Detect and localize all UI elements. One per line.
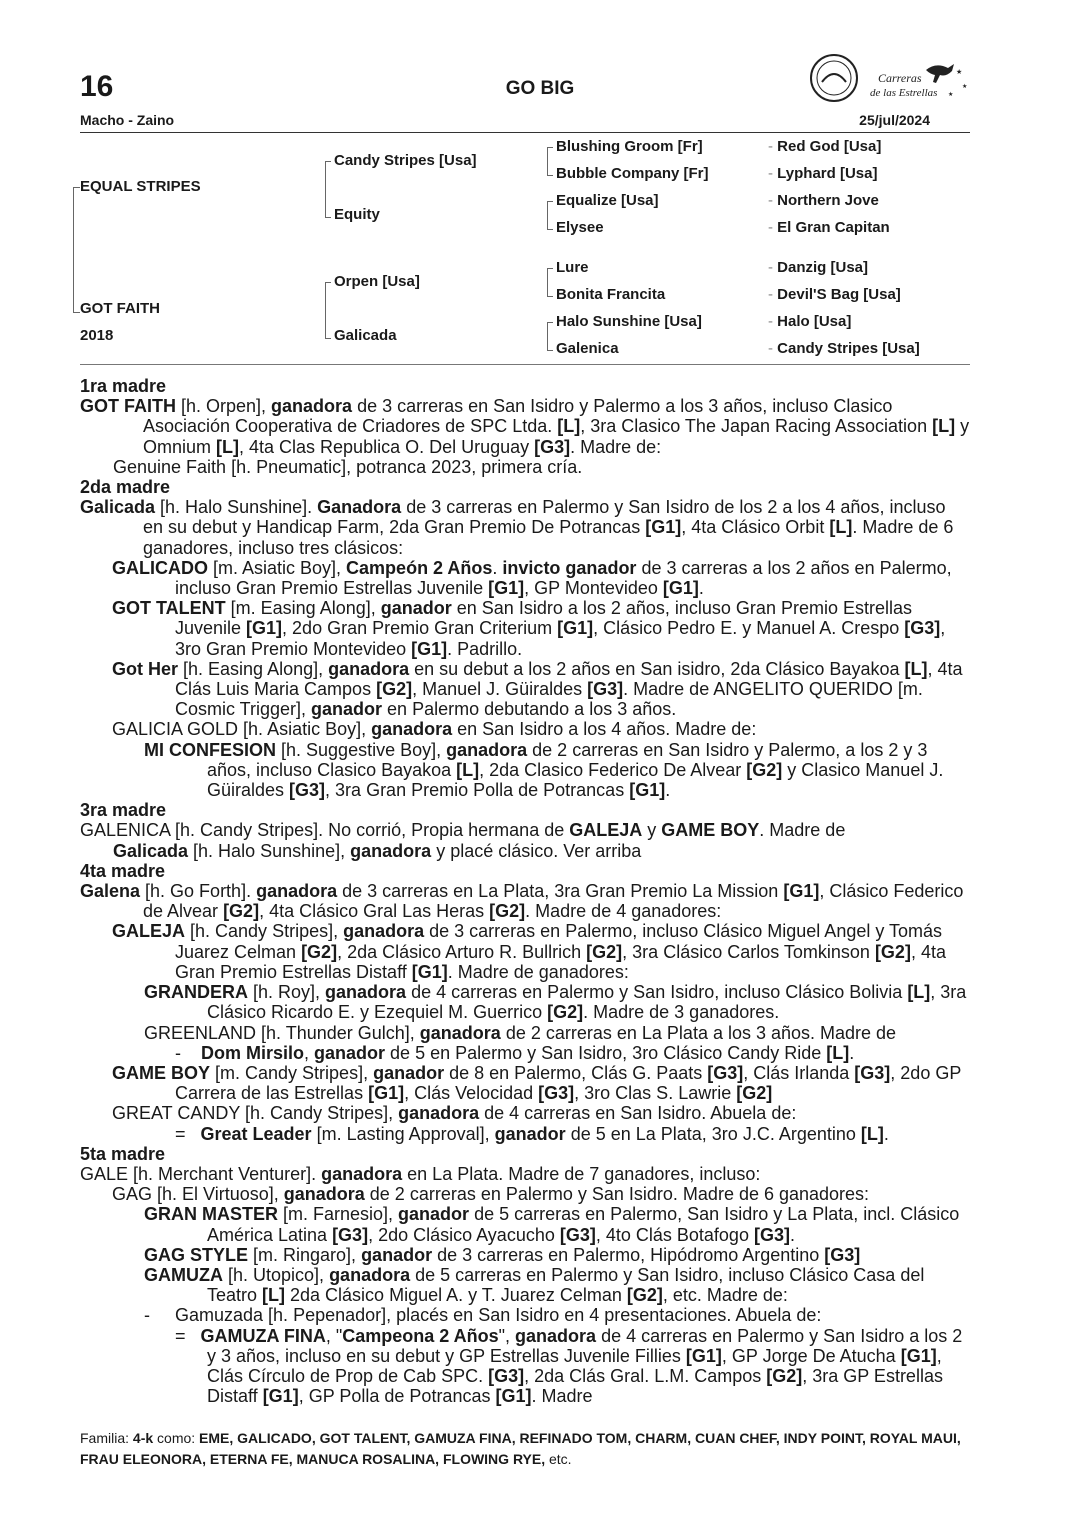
gen1-bracket — [73, 187, 80, 313]
produce-entry: Galicada [h. Halo Sunshine], ganadora y placé clásico. Ver arriba — [113, 840, 642, 861]
horse-name: GO BIG — [505, 78, 575, 99]
section-4ta-madre: 4ta madre — [80, 860, 166, 881]
produce-entry: GAME BOY [m. Candy Stripes], ganador de 8 en Palermo, Clás G. Paats [G3], Clás Irlanda [G3], 2do GP Carrera de las Estrellas [G1], Clás Velocidad [G3], 3ro Clas S. Lawrie [G2] — [112, 1062, 962, 1104]
produce-entry: = Great Leader [m. Lasting Approval], ganador de 5 en La Plata, 3ro J.C. Argentino [L]. — [175, 1123, 889, 1144]
section-1ra-madre: 1ra madre — [80, 376, 167, 396]
gen3-1: Blushing Groom [Fr] — [556, 138, 703, 155]
gen3-bracket-3 — [547, 268, 553, 297]
produce-record — [80, 376, 970, 1406]
fourth-dam-entry: Galena [h. Go Forth]. ganadora de 3 carreras en La Plata, 3ra Gran Premio La Mission [G1], Clásico Federico de Alvear [G2], 4ta Clásico Gral Las Heras [G2]. Madre de 4 ganadores: — [80, 881, 964, 922]
gen3-4: Elysee — [556, 219, 604, 236]
produce-entry: GREENLAND [h. Thunder Gulch], ganadora de 2 carreras en La Plata a los 3 años. Madre de — [144, 1022, 897, 1043]
svg-text:de las Estrellas: de las Estrellas — [870, 87, 938, 99]
header-rule — [80, 132, 970, 133]
produce-entry: GAG STYLE [m. Ringaro], ganador de 3 carreras en Palermo, Hipódromo Argentino [G3] — [144, 1244, 861, 1265]
gen3-bracket-2 — [547, 201, 553, 230]
gen4-4: - El Gran Capitan — [768, 219, 890, 236]
gen4-2: - Lyphard [Usa] — [768, 165, 877, 182]
gen3-8: Galenica — [556, 340, 619, 357]
gen2-2: Equity — [334, 206, 380, 223]
produce-entry: GALEJA [h. Candy Stripes], ganadora de 3 carreras en Palermo, incluso Clásico Miguel Angel y Tomás Juarez Celman [G2], 2da Clásico Arturo R. Bullrich [G2], 3ra Clásico Carlos Tomkinson [G2], 4ta Gran Premio Estrellas Distaff [G1]. Madre de ganadores: — [112, 921, 946, 982]
produce-entry: GALICIA GOLD [h. Asiatic Boy], ganadora en San Isidro a los 4 años. Madre de: — [112, 719, 757, 740]
sex-coat: Macho - Zaino — [80, 112, 175, 128]
fifth-dam-entry: GALE [h. Merchant Venturer]. ganadora en La Plata. Madre de 7 ganadores, incluso: — [80, 1163, 761, 1184]
gen2-1: Candy Stripes [Usa] — [334, 152, 477, 169]
svg-text:★: ★ — [962, 84, 968, 90]
gen2-bracket-top — [325, 161, 331, 218]
produce-entry: GOT TALENT [m. Easing Along], ganador en San Isidro a los 2 años, incluso Gran Premio Estrellas Juvenile [G1], 2do Gran Premio Gran Criterium [G1], Clásico Pedro E. y Manuel A. Crespo [G3], 3ro Gran Premio Montevideo [G1]. Padrillo. — [112, 598, 946, 659]
produce-entry: GREAT CANDY [h. Candy Stripes], ganadora de 4 carreras en San Isidro. Abuela de: — [112, 1103, 797, 1124]
produce-entry: Got Her [h. Easing Along], ganadora en su debut a los 2 años en San isidro, 2da Clásico Bayakoa [L], 4ta Clás Luis Maria Campos [G2], Manuel J. Güiraldes [G3]. Madre de ANGELITO QUERIDO [m. Cosmic Trigger], ganador en Palermo debutando a los 3 años. — [112, 658, 963, 720]
svg-text:★: ★ — [948, 92, 954, 98]
produce-entry: MI CONFESION [h. Suggestive Boy], ganadora de 2 carreras en San Isidro y Palermo, a los 2 y 3 años, incluso Clasico Bayakoa [L], 2da Clasico Federico De Alvear [G2] y Clasico Manuel J. Güiraldes [G3], 3ra Gran Premio Polla de Potrancas [G1]. — [144, 739, 944, 801]
gen2-3: Orpen [Usa] — [334, 273, 420, 290]
gen3-5: Lure — [556, 259, 589, 276]
produce-entry: Genuine Faith [h. Pneumatic], potranca 2023, primera cría. — [113, 456, 583, 477]
section-3ra-madre: 3ra madre — [80, 800, 167, 821]
dam-year: 2018 — [80, 327, 114, 344]
gen3-7: Halo Sunshine [Usa] — [556, 313, 702, 330]
third-dam-entry: GALENICA [h. Candy Stripes]. No corrió, Propia hermana de GALEJA y GAME BOY. Madre de — [80, 820, 846, 841]
dam: GOT FAITH — [80, 300, 160, 317]
produce-entry: GALICADO [m. Asiatic Boy], Campeón 2 Años. invicto ganador de 3 carreras a los 2 años en Palermo, incluso Gran Premio Estrellas Juvenile [G1], GP Montevideo [G1]. — [112, 557, 952, 599]
gen3-bracket-4 — [547, 322, 553, 351]
family-label: Familia: — [80, 1430, 130, 1446]
gen3-3: Equalize [Usa] — [556, 192, 659, 209]
pedigree-rule — [80, 364, 970, 365]
svg-text:Carreras: Carreras — [878, 71, 922, 85]
gen3-2: Bubble Company [Fr] — [556, 165, 709, 182]
produce-entry: = GAMUZA FINA, "Campeona 2 Años", ganadora de 4 carreras en Palermo y San Isidro a los 2 y 3 años, incluso en su debut y GP Estrellas Juvenile Fillies [G1], GP Jorge De Atucha [G1], Clás Círculo de Prop de Cab SPC. [G3], 2da Clás Gral. L.M. Campos [G2], 3ra GP Estrellas Distaff [G1], GP Polla de Potrancas [G1]. Madre — [175, 1325, 963, 1407]
produce-entry: - Gamuzada [h. Pepenador], placés en San Isidro en 4 presentaciones. Abuela de: — [144, 1305, 822, 1326]
sire: EQUAL STRIPES — [80, 178, 201, 195]
gen4-3: - Northern Jove — [768, 192, 879, 209]
family-como: como: — [153, 1430, 200, 1446]
produce-entry: GAG [h. El Virtuoso], ganadora de 2 carreras en Palermo y San Isidro. Madre de 6 ganadores: — [112, 1184, 870, 1205]
produce-entry: GAMUZA [h. Utopico], ganadora de 5 carreras en Palermo y San Isidro, incluso Clásico Casa del Teatro [L] 2da Clásico Miguel A. y T. Juarez Celman [G2], etc. Madre de: — [144, 1264, 925, 1306]
produce-entry: - Dom Mirsilo, ganador de 5 en Palermo y San Isidro, 3ro Clásico Candy Ride [L]. — [175, 1042, 855, 1063]
gen4-7: - Halo [Usa] — [768, 313, 851, 330]
sale-logo — [808, 52, 970, 104]
produce-entry: GRANDERA [h. Roy], ganadora de 4 carreras en Palermo y San Isidro, incluso Clásico Bolivia [L], 3ra Clásico Ricardo E. y Ezequiel M. Guerrico [G2]. Madre de 3 ganadores. — [144, 982, 967, 1023]
sale-date: 25/jul/2024 — [859, 112, 930, 128]
gen2-4: Galicada — [334, 327, 397, 344]
gen4-8: - Candy Stripes [Usa] — [768, 340, 920, 357]
family-code: 4-k — [132, 1430, 154, 1446]
gen4-5: - Danzig [Usa] — [768, 259, 868, 276]
second-dam-entry: Galicada [h. Halo Sunshine]. Ganadora de 3 carreras en Palermo y San Isidro de los 2 a los 4 años, incluso en su debut y Handicap Farm, 2da Gran Premio De Potrancas [G1], 4ta Clásico Orbit [L]. Madre de 6 ganadores, incluso tres clásicos: — [80, 497, 954, 558]
family-note — [80, 1428, 970, 1470]
family-names: EME, GALICADO, GOT TALENT, GAMUZA FINA, REFINADO TOM, CHARM, CUAN CHEF, INDY POINT, ROYAL MAUI, FRAU ELEONORA, ETERNA FE, MANUCA ROSALINA, FLOWING RYE, — [80, 1430, 961, 1467]
gen4-6: - Devil'S Bag [Usa] — [768, 286, 901, 303]
gen4-1: - Red God [Usa] — [768, 138, 881, 155]
gen3-bracket-1 — [547, 147, 553, 176]
catalog-number: 16 — [80, 70, 114, 103]
gen2-bracket-bottom — [325, 282, 331, 339]
dam-entry: GOT FAITH [h. Orpen], ganadora de 3 carreras en San Isidro y Palermo a los 3 años, incluso Clasico Asociación Cooperativa de Criadores de SPC Ltda. [L], 3ra Clasico The Japan Racing Association [L] y Omnium [L], 4ta Clas Republica O. Del Uruguay [G3]. Madre de: — [80, 396, 970, 457]
gen3-6: Bonita Francita — [556, 286, 666, 303]
svg-text:★: ★ — [956, 69, 963, 76]
section-2da-madre: 2da madre — [80, 477, 171, 498]
section-5ta-madre: 5ta madre — [80, 1143, 166, 1164]
produce-entry: GRAN MASTER [m. Farnesio], ganador de 5 carreras en Palermo, San Isidro y La Plata, incl. Clásico América Latina [G3], 2do Clásico Ayacucho [G3], 4to Clás Botafogo [G3]. — [144, 1204, 960, 1245]
family-etc: etc. — [545, 1451, 572, 1467]
